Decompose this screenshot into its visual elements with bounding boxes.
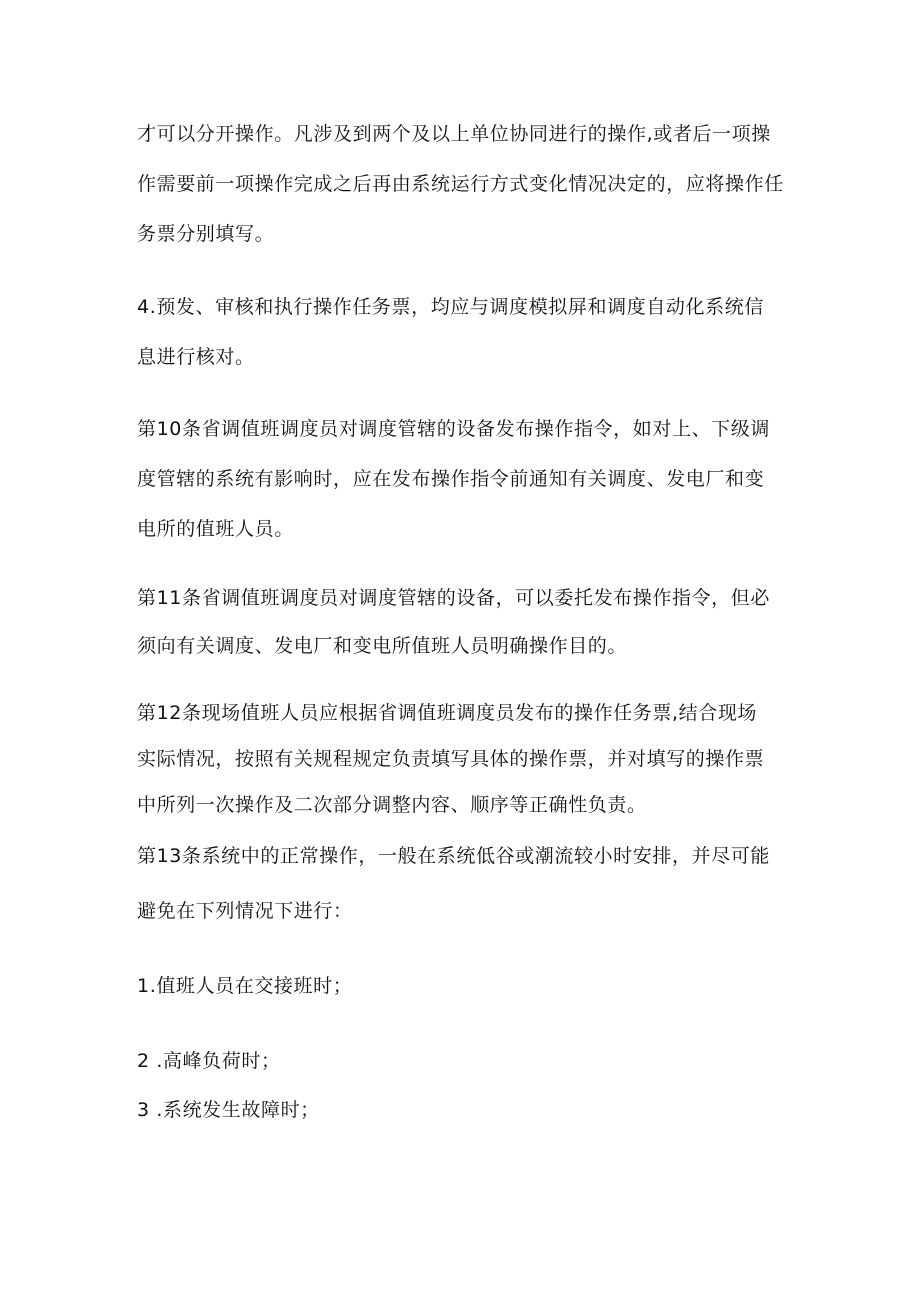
text-line: 务票分别填写。 bbox=[137, 223, 275, 245]
text-line: 才可以分开操作。凡涉及到两个及以上单位协同进行的操作,或者后一项操 bbox=[137, 123, 771, 145]
text-line: 4.预发、审核和执行操作任务票，均应与调度模拟屏和调度自动化系统信 bbox=[137, 296, 764, 318]
text-line: 第11条省调值班调度员对调度管辖的设备，可以委托发布操作指令，但必 bbox=[137, 587, 770, 609]
list-item: 1.值班人员在交接班时； bbox=[137, 975, 353, 997]
list-item: 3 .系统发生故障时； bbox=[137, 1099, 320, 1121]
text-line: 须向有关调度、发电厂和变电所值班人员明确操作目的。 bbox=[137, 635, 628, 657]
text-line: 第13条系统中的正常操作，一般在系统低谷或潮流较小时安排，并尽可能 bbox=[137, 845, 770, 867]
text-line: 第12条现场值班人员应根据省调值班调度员发布的操作任务票,结合现场 bbox=[137, 702, 758, 724]
text-line: 中所列一次操作及二次部分调整内容、顺序等正确性负责。 bbox=[137, 794, 647, 816]
text-line: 实际情况，按照有关规程规定负责填写具体的操作票，并对填写的操作票 bbox=[137, 748, 765, 770]
text-line: 度管辖的系统有影响时，应在发布操作指令前通知有关调度、发电厂和变 bbox=[137, 468, 765, 490]
text-line: 息进行核对。 bbox=[137, 346, 255, 368]
text-line: 作需要前一项操作完成之后再由系统运行方式变化情况决定的，应将操作任 bbox=[137, 173, 784, 195]
text-line: 第10条省调值班调度员对调度管辖的设备发布操作指令，如对上、下级调 bbox=[137, 418, 770, 440]
text-line: 避免在下列情况下进行： bbox=[137, 900, 353, 922]
text-line: 电所的值班人员。 bbox=[137, 518, 294, 540]
list-item: 2 .高峰负荷时； bbox=[137, 1050, 281, 1072]
